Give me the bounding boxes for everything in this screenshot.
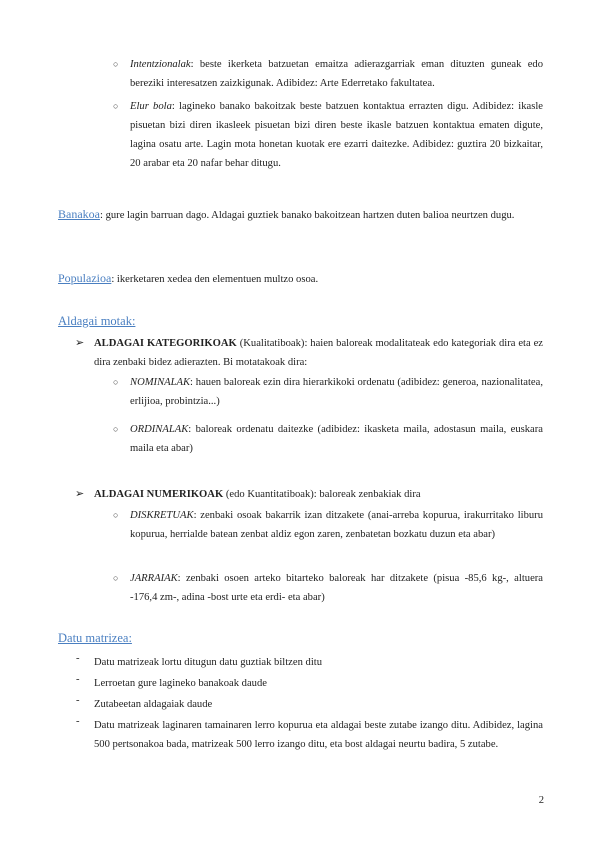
circle-bullet-icon: ○ [113, 573, 119, 583]
list-item: Zutabeetan aldagaiak daude [94, 699, 213, 710]
numerikoak-text: (edo Kuantitatiboak): baloreak zenbakiak dira [223, 489, 421, 500]
dash-bullet: - [76, 695, 80, 706]
list-text: : baloreak ordenatu daitezke (adibidez: ikasketa maila, adostasun maila, euskara maila eta abar) [130, 424, 543, 454]
circle-bullet-icon: ○ [113, 424, 119, 434]
list-term: Intentzionalak [130, 59, 191, 70]
dash-bullet: - [76, 674, 80, 685]
kategorikoak-item [94, 334, 543, 372]
numerikoak-item [94, 485, 543, 504]
list-item: Datu matrizeak lortu ditugun datu guztiak biltzen ditu [94, 657, 322, 668]
list-text: : zenbaki osoak bakarrik izan ditzakete (anai-arreba kopurua, irakurritako liburu kopurua, herrialde batean zenbat aldiz egon zaren, zenbatetan bozkatu duzun eta abar) [130, 510, 543, 540]
list-item-jarraiak [130, 569, 543, 607]
numerikoak-title: ALDAGAI NUMERIKOAK [94, 489, 224, 500]
list-item-nominalak [130, 373, 543, 411]
list-term: NOMINALAK [130, 377, 191, 388]
banakoa-text: : gure lagin barruan dago. Aldagai guztiek banako bakoitzean hartzen duten balioa neurtzen dugu. [99, 210, 515, 221]
list-term: Elur bola [130, 101, 172, 112]
kategorikoak-text: (Kualitatiboak): haien baloreak modalitateak edo kategoriak dira eta ez dira zenbaki bidez adierazten. Bi motatakoak dira: [94, 338, 544, 368]
list-item-intentzionalak [130, 55, 543, 93]
list-term: JARRAIAK [130, 573, 178, 584]
circle-bullet-icon: ○ [113, 101, 119, 111]
arrow-bullet-icon: ➢ [75, 337, 85, 349]
banakoa-paragraph [58, 205, 543, 225]
circle-bullet-icon: ○ [113, 377, 119, 387]
list-item-diskretuak [130, 506, 543, 544]
list-text: : hauen baloreak ezin dira hierarkikoki ordenatu (adibidez: generoa, nazionalitatea, erlijioa, probintzia...) [130, 377, 543, 407]
aldagai-motak-heading: Aldagai motak: [58, 314, 136, 328]
banakoa-term: Banakoa [58, 207, 100, 221]
list-term: DISKRETUAK [130, 510, 194, 521]
populazioa-text: : ikerketaren xedea den elementuen multzo osoa. [111, 274, 319, 285]
list-item: Lerroetan gure lagineko banakoak daude [94, 678, 267, 689]
list-text: : zenbaki osoen arteko bitarteko baloreak har ditzakete (pisua -85,6 kg-, altuera -176,4 zm-, adina -bost urte eta erdi- eta abar) [130, 573, 543, 603]
populazioa-paragraph [58, 269, 543, 289]
kategorikoak-title: ALDAGAI KATEGORIKOAK [94, 338, 237, 349]
list-item-ordinalak [130, 420, 543, 458]
datu-matrizea-heading: Datu matrizea: [58, 631, 132, 645]
populazioa-term: Populazioa [58, 271, 112, 285]
dash-bullet: - [76, 653, 80, 664]
list-term: ORDINALAK [130, 424, 189, 435]
list-text: : lagineko banako bakoitzak beste batzuen kontaktua errazten digu. Adibidez: ikasle pisuetan bizi diren ikasleek pisuetan bizi diren beste ikasle batzuen kontaktua ematen digute, lagina osatu arte. Lagin mota honetan kuotak ere ezarri daitezke. Adibidez: guztira 20 bizkaitar, 20 arabar eta 20 nafar behar ditugu. [130, 101, 543, 169]
arrow-bullet-icon: ➢ [75, 488, 85, 500]
dash-bullet: - [76, 716, 80, 727]
list-item: Datu matrizeak laginaren tamainaren lerro kopurua eta aldagai beste zutabe izango ditu. Adibidez, lagina 500 pertsonakoa bada, matrizeak 500 lerro izango ditu, eta bost aldagai neurtu badira, 5 zutabe. [94, 720, 543, 750]
circle-bullet-icon: ○ [113, 510, 119, 520]
page-number: 2 [538, 795, 544, 806]
circle-bullet-icon: ○ [113, 59, 119, 69]
list-item-elur-bola [130, 97, 543, 173]
list-text: : beste ikerketa batzuetan emaitza adierazgarriak eman dituzten guneak edo bereziki interesatzen zaizkigunak. Adibidez: Arte Ederretako fakultatea. [130, 59, 543, 89]
